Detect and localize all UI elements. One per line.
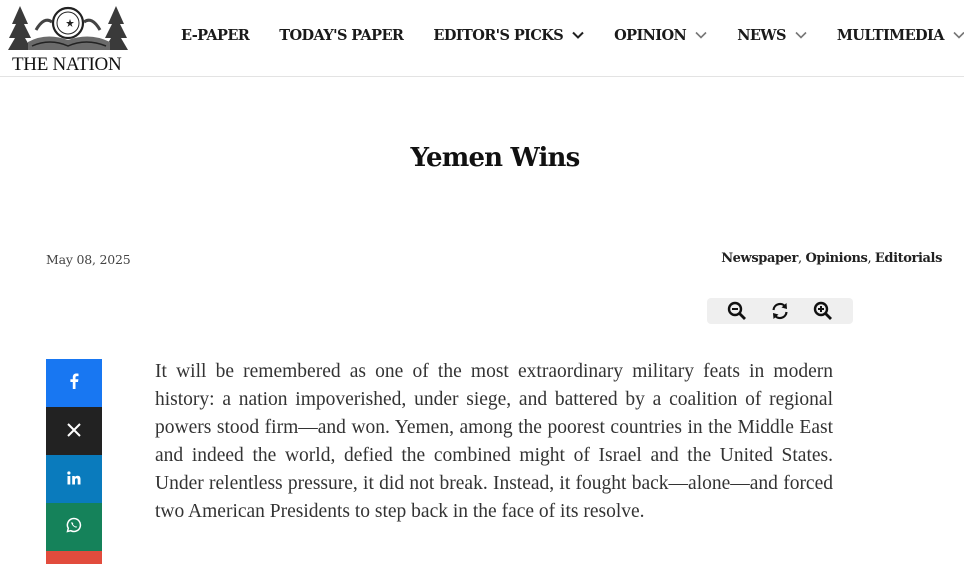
nav-item-label: MULTIMEDIA <box>836 26 944 44</box>
category-link[interactable]: Opinions <box>805 251 868 266</box>
category-link[interactable]: Newspaper <box>721 251 798 266</box>
nav-item-epaper[interactable] <box>181 27 249 44</box>
nav-item-label: OPINION <box>614 26 687 44</box>
nav-item-multimedia[interactable] <box>837 27 964 44</box>
nav-item-editors-picks[interactable] <box>433 27 584 44</box>
linkedin-icon <box>67 470 81 489</box>
chevron-down-icon <box>795 31 807 39</box>
linkedin-share-button[interactable] <box>46 455 102 503</box>
nav-item-label: NEWS <box>737 26 786 44</box>
text-size-toolbar <box>707 298 853 324</box>
zoom-out-icon[interactable] <box>726 300 748 322</box>
facebook-icon <box>69 373 79 393</box>
refresh-icon[interactable] <box>769 300 791 322</box>
site-logo[interactable] <box>6 2 130 74</box>
article-date: May 08, 2025 <box>46 252 131 267</box>
logo-text: THE NATION <box>12 54 122 75</box>
nav-item-opinion[interactable] <box>614 27 707 44</box>
chevron-down-icon <box>572 31 584 39</box>
logo-emblem-icon <box>6 2 130 54</box>
whatsapp-icon <box>66 517 82 537</box>
x-icon <box>67 422 81 441</box>
site-header <box>0 0 964 77</box>
article-body: It will be remembered as one of the most extraordinary military feats in modern history: a nation impoverished, under siege, and battered by a coalition of regional powers stood firm—and won. Yemen, among the poorest countries in the Middle East and indeed the world, defied the combined might of Israel and the United States. Under relentless pressure, it did not break. Instead, it fought back—alone—and forced two American Presidents to step back in the face of its resolve. <box>155 361 833 522</box>
category-link[interactable]: Editorials <box>874 251 942 266</box>
nav-item-label: E-PAPER <box>181 26 250 44</box>
nav-item-label: EDITOR'S PICKS <box>433 26 564 44</box>
article-title: Yemen Wins <box>410 143 580 173</box>
x-share-button[interactable] <box>46 407 102 455</box>
chevron-down-icon <box>953 31 964 39</box>
nav-item-news[interactable] <box>737 27 807 44</box>
zoom-in-icon[interactable] <box>812 300 834 322</box>
article-categories: Newspaper, Opinions, Editorials <box>721 251 942 266</box>
main-nav <box>181 22 964 48</box>
nav-item-label: TODAY'S PAPER <box>279 26 404 44</box>
chevron-down-icon <box>695 31 707 39</box>
facebook-share-button[interactable] <box>46 359 102 407</box>
nav-item-todays-paper[interactable] <box>279 27 403 44</box>
whatsapp-share-button[interactable] <box>46 503 102 551</box>
social-share-bar <box>46 359 102 564</box>
share-more-button[interactable] <box>46 551 102 564</box>
